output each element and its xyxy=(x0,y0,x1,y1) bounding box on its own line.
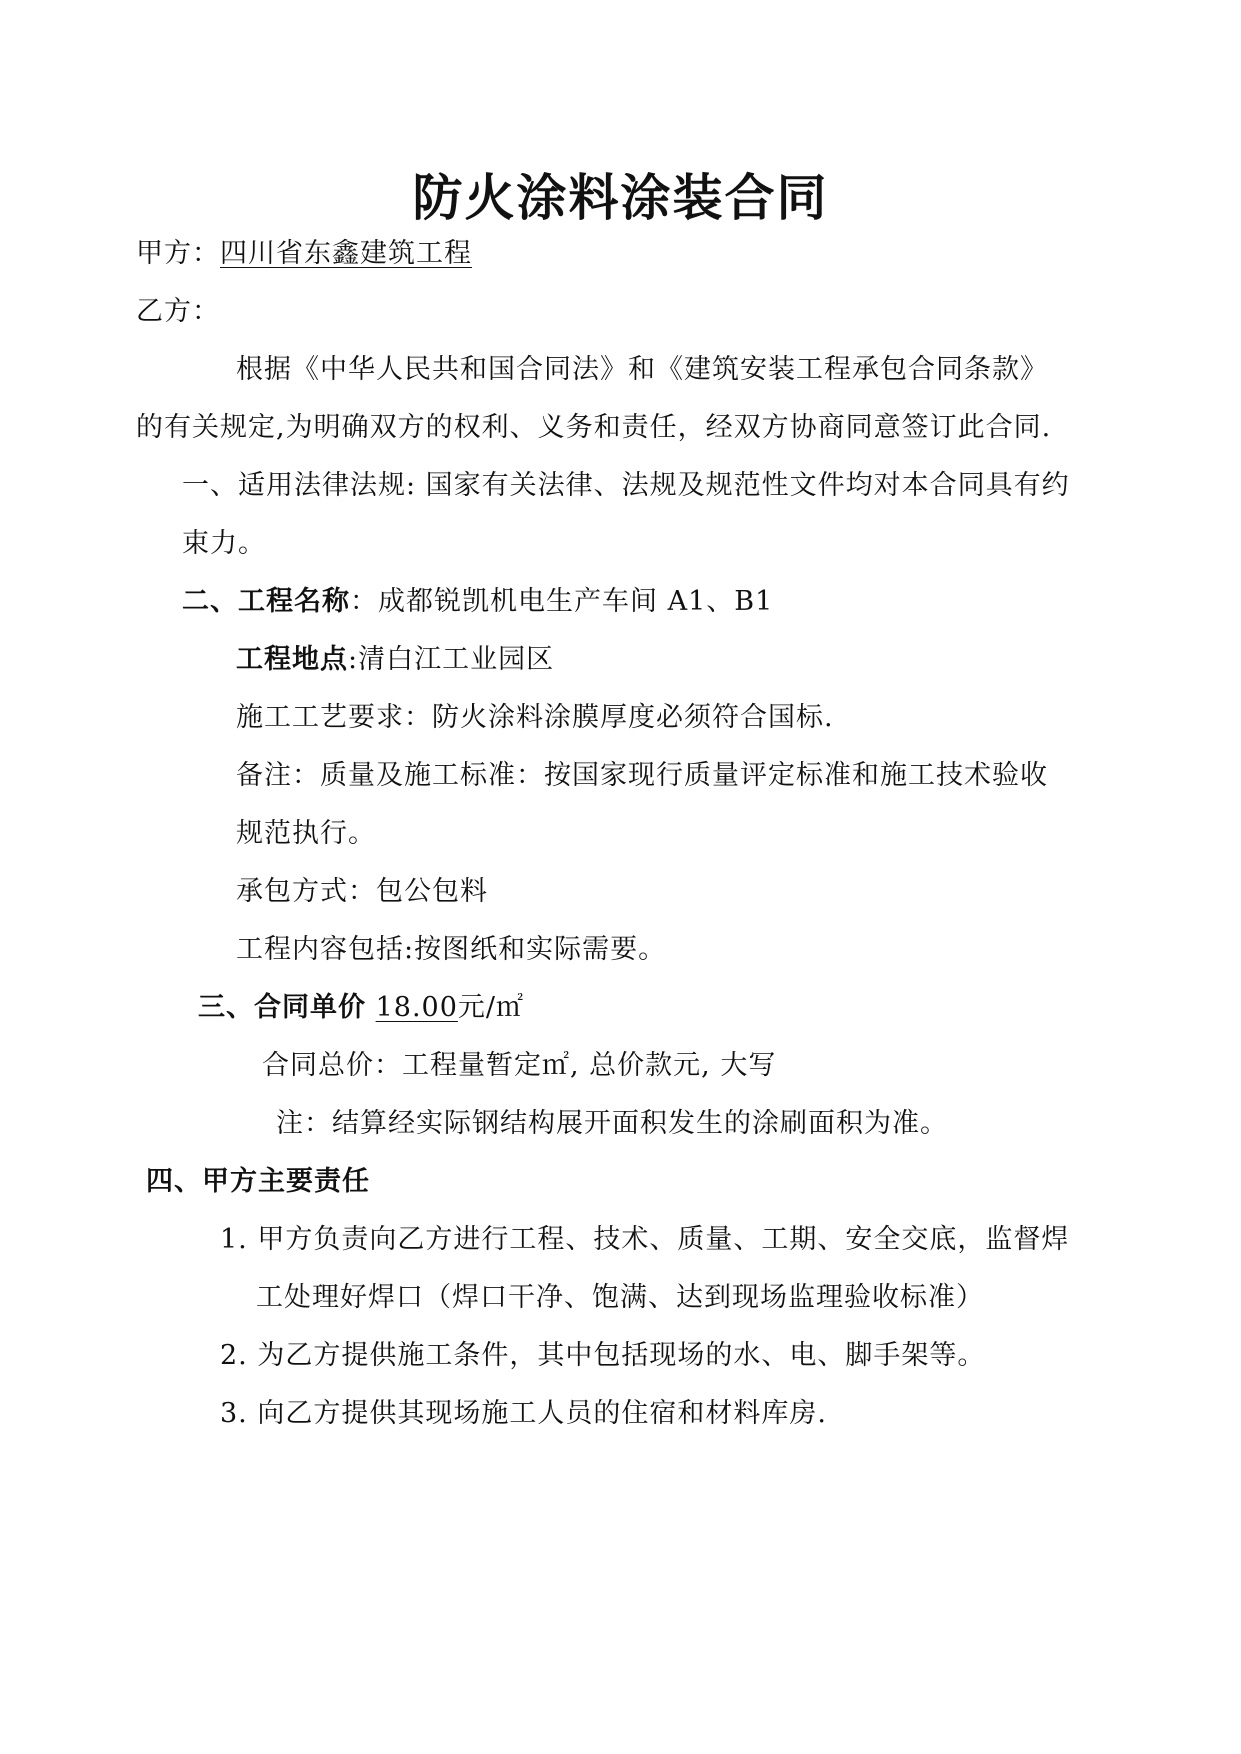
settlement-note: 注：结算经实际钢结构展开面积发生的涂刷面积为准。 xyxy=(276,1108,948,1139)
party-a-value: 四川省东鑫建筑工程 xyxy=(220,238,472,269)
list-item-text: 向乙方提供其现场施工人员的住宿和材料库房. xyxy=(257,1398,827,1429)
section-1-line-1 xyxy=(182,468,1070,504)
section-1-line-2: 束力。 xyxy=(182,528,266,559)
intro-line-2: 的有关规定,为明确双方的权利、义务和责任，经双方协商同意签订此合同. xyxy=(136,412,1052,443)
remark-line-1: 备注：质量及施工标准：按国家现行质量评定标准和施工技术验收 xyxy=(236,760,1048,791)
party-b-line xyxy=(136,294,220,330)
list-item xyxy=(220,1338,985,1374)
list-item xyxy=(220,1222,1069,1258)
party-a-label: 甲方： xyxy=(136,238,220,269)
section-4-heading: 四、甲方主要责任 xyxy=(146,1166,370,1197)
unit-price-value: 18.00 xyxy=(375,992,458,1023)
project-location-value: :清白江工业园区 xyxy=(348,644,555,675)
contract-method: 承包方式：包公包料 xyxy=(236,876,488,907)
project-name-value: ：成都锐凯机电生产车间 A1、B1 xyxy=(350,586,774,617)
process-requirement: 施工工艺要求：防火涂料涂膜厚度必须符合国标. xyxy=(236,702,834,733)
list-item-continuation: 工处理好焊口（焊口干净、饱满、达到现场监理验收标准） xyxy=(256,1282,984,1313)
section-1-heading: 一、适用法律法规 xyxy=(182,470,406,501)
list-item-text: 为乙方提供施工条件，其中包括现场的水、电、脚手架等。 xyxy=(257,1340,986,1371)
party-a-line xyxy=(136,236,472,272)
party-b-label: 乙方： xyxy=(136,296,220,327)
list-item-number: 1. xyxy=(220,1224,248,1255)
intro-line-1: 根据《中华人民共和国合同法》和《建筑安装工程承包合同条款》 xyxy=(236,354,1048,385)
project-location-label: 工程地点 xyxy=(236,644,348,675)
section-1-text: : 国家有关法律、法规及规范性文件均对本合同具有约 xyxy=(406,470,1070,501)
remark-line-2: 规范执行。 xyxy=(236,818,376,849)
document-title: 防火涂料涂装合同 xyxy=(412,168,829,227)
unit-price-unit: 元/㎡ xyxy=(457,992,524,1023)
list-item-text: 甲方负责向乙方进行工程、技术、质量、工期、安全交底，监督焊 xyxy=(257,1224,1070,1255)
section-2-heading: 二、工程名称 xyxy=(182,586,350,617)
list-item-number: 3. xyxy=(220,1398,248,1429)
list-item xyxy=(220,1396,827,1432)
contract-total: 合同总价：工程量暂定㎡, 总价款元, 大写 xyxy=(262,1050,777,1081)
section-2-line xyxy=(182,584,773,620)
section-3-heading: 三、合同单价 xyxy=(198,992,366,1023)
list-item-number: 2. xyxy=(220,1340,248,1371)
project-location-line xyxy=(236,642,554,678)
project-content: 工程内容包括:按图纸和实际需要。 xyxy=(236,934,667,965)
section-3-line xyxy=(198,990,524,1026)
